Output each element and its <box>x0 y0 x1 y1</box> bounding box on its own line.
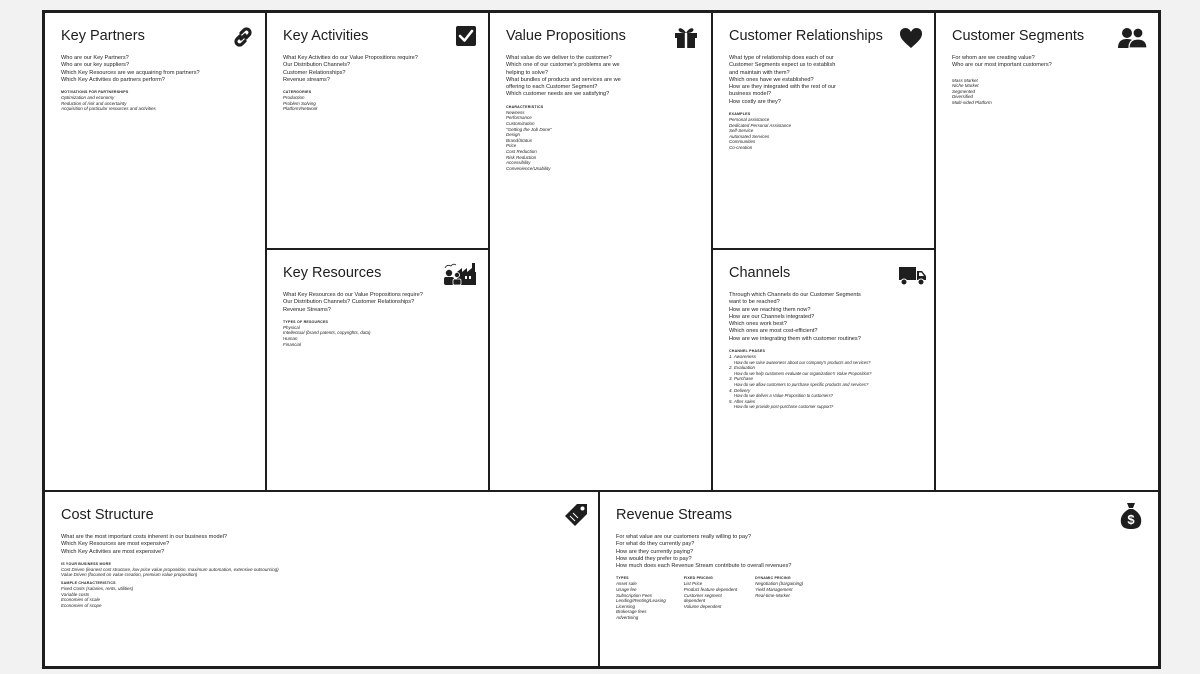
question: For what do they currently pay? <box>616 541 695 548</box>
question-list <box>506 55 711 99</box>
list-item: Diversified <box>952 94 974 100</box>
question: offering to each Customer Segment? <box>506 84 598 91</box>
list-item: Reduction of risk and uncertainty <box>61 100 127 106</box>
question: What type of relationship does each of our <box>729 55 834 61</box>
question: What Key Resources do our Value Propositions require? <box>283 292 423 298</box>
list-item: Physical <box>283 324 300 330</box>
list-item: Economies of scale <box>61 597 101 603</box>
item-list <box>755 581 803 598</box>
list-item: Convenience/Usability <box>506 165 551 171</box>
question-list <box>61 55 265 84</box>
section-label: CATERGORIES <box>283 90 312 95</box>
people-icon <box>1118 27 1148 49</box>
section-label: CHANNEL PHASES <box>729 349 766 354</box>
question: For what value are our customers really willing to pay? <box>616 534 751 540</box>
question: How are they currently paying? <box>616 548 694 555</box>
question: How costly are they? <box>729 98 781 105</box>
phase-name: 2. Evaluation <box>729 365 756 371</box>
question: Which Key Resources are most expensive? <box>61 541 170 548</box>
block-title: Key Partners <box>61 28 145 44</box>
question-list <box>616 534 1158 570</box>
block-title: Cost Structure <box>61 507 154 523</box>
question: What Key Activities do our Value Propositions require? <box>283 55 418 61</box>
list-item: "Getting the Job Done" <box>506 126 552 132</box>
list-item: Accessibility <box>506 160 531 166</box>
question: What bundles of products and services are we <box>506 76 621 83</box>
question: Our Distribution Channels? <box>283 62 351 69</box>
question: Which Key Resources are we acquairing from partners? <box>61 69 200 76</box>
list-item: Brand/Status <box>506 137 533 143</box>
cost-structure-block <box>45 492 598 666</box>
item-list <box>61 586 598 608</box>
section-label: FIXED PRICING <box>683 576 713 581</box>
list-item: List Price <box>683 581 703 587</box>
question: Customer Segments expect us to establish <box>729 62 836 69</box>
item-list <box>729 117 934 151</box>
gift-icon <box>674 25 698 49</box>
question-list <box>283 55 488 84</box>
question: Who are our most important customers? <box>952 62 1052 69</box>
question: How are we integrating them with customer routines? <box>729 335 861 342</box>
block-title: Customer Relationships <box>729 28 883 44</box>
list-item: Lending/Renting/Leasing <box>616 598 666 604</box>
question: What value do we deliver to the customer? <box>506 55 612 61</box>
svg-text:$: $ <box>1127 512 1135 527</box>
heart-icon <box>899 27 923 49</box>
checkbox-icon <box>455 25 477 47</box>
list-item: Optimization and economy <box>61 95 115 101</box>
question: Who are our key suppliers? <box>61 62 130 69</box>
list-item: Real-time-Market <box>755 592 790 598</box>
list-item: Self-Service <box>729 128 754 134</box>
list-item: Yield Management <box>755 587 793 593</box>
section-label: DYNAMIC PRICING <box>755 576 791 581</box>
list-item: Financial <box>283 341 302 347</box>
question-list <box>61 534 598 556</box>
customer-relationships-block <box>713 13 934 248</box>
list-item: Brokerage fees <box>616 609 647 615</box>
block-title: Revenue Streams <box>616 507 733 523</box>
list-item: Segmented <box>952 88 976 94</box>
list-item: Personal assistance <box>729 117 770 123</box>
revenue-column-types <box>616 576 666 620</box>
list-item: Problem Solving <box>283 100 316 106</box>
phase-question: How do we allow customers to purchase specific products and services? <box>734 382 869 388</box>
question: Which ones are most cost-efficient? <box>729 328 818 335</box>
list-item: Niche Market <box>952 83 979 89</box>
question: Which Key Activities do partners perform? <box>61 76 165 83</box>
section-label: EXAMPLES <box>729 112 751 117</box>
item-list <box>283 325 488 347</box>
section-label: SAMPLE CHARACTERISTICS <box>61 581 116 586</box>
list-item: Intellectual (brand patents, copyrights, data) <box>283 330 371 336</box>
list-item: Design <box>506 132 521 138</box>
item-list <box>506 110 711 172</box>
phase-list <box>729 354 934 410</box>
question: What are the most important costs inherent in our business model? <box>61 534 228 540</box>
question: want to be reached? <box>729 299 780 306</box>
list-item: Production <box>283 95 305 101</box>
item-list <box>684 581 737 609</box>
question: Which one of our customer's problems are we <box>506 62 620 69</box>
list-item: Cost Reduction <box>506 148 537 154</box>
question: Which ones have we established? <box>729 76 814 83</box>
item-list <box>616 581 666 620</box>
block-title: Key Resources <box>283 265 382 281</box>
revenue-column-dynamic-pricing <box>755 576 803 620</box>
question: helping to solve? <box>506 69 548 76</box>
block-title: Key Activities <box>283 28 369 44</box>
item-list <box>283 95 488 112</box>
question-list <box>283 292 488 314</box>
section-label: IS YOUR BUSINESS MORE <box>61 561 112 566</box>
list-item: Economies of scope <box>61 602 102 608</box>
list-item: Licensing <box>616 603 636 609</box>
list-item: Negotiation (bargaining) <box>755 581 804 587</box>
question: Who are our Key Partners? <box>61 55 129 61</box>
block-title: Customer Segments <box>952 28 1085 44</box>
phase-question: How do we provide post-purchase customer support? <box>734 404 834 410</box>
question: Our Distribution Channels? Customer Relationships? <box>283 299 415 306</box>
factory-icon <box>443 262 477 286</box>
money-bag-icon <box>1120 502 1142 530</box>
section-label: MOTIVATIONS FOR PARTNERSHIPS <box>61 90 129 95</box>
block-title: Value Propositions <box>506 28 626 44</box>
list-item: Customer segment <box>683 592 722 598</box>
price-tag-icon <box>563 502 589 528</box>
list-item: Multi-sided Platform <box>952 99 992 105</box>
list-item: Performance <box>506 115 532 121</box>
phase-name: 3. Purchase <box>729 376 754 382</box>
question-list <box>952 55 1158 70</box>
phase-question: How do we deliver a Value Proposition to customers? <box>734 393 833 399</box>
link-icon <box>231 25 255 49</box>
list-item: dependent <box>683 598 706 604</box>
question-list <box>729 55 934 106</box>
list-item: Product feature dependent <box>683 587 738 593</box>
list-item: Communities <box>729 139 756 145</box>
question: How are they integrated with the rest of our <box>729 84 836 91</box>
list-item: Value Driven (focused on value creation, premium value proposition) <box>61 572 198 578</box>
item-list <box>61 95 265 112</box>
item-list <box>952 78 1158 106</box>
question: Which customer needs are we satisfying? <box>506 91 610 98</box>
question: How much does each Revenue Stream contribute to overall revenues? <box>616 563 792 570</box>
list-item: Advertising <box>616 615 639 621</box>
phase-name: 4. Delivery <box>729 387 751 393</box>
key-activities-block <box>267 13 488 248</box>
question: Revenue streams? <box>283 76 330 83</box>
list-item: Co-creation <box>729 145 753 151</box>
item-list <box>61 567 598 578</box>
question: For whom are we creating value? <box>952 55 1035 61</box>
list-item: Newness <box>506 109 525 115</box>
list-item: Automated Services <box>729 133 770 139</box>
customer-segments-block <box>936 13 1158 490</box>
question: Customer Relationships? <box>283 69 346 76</box>
list-item: Volume dependent <box>683 603 722 609</box>
list-item: Mass Market <box>952 77 978 83</box>
list-item: Risk Reduction <box>506 154 537 160</box>
question: How are our Channels integrated? <box>729 313 815 320</box>
list-item: Subscription Fees <box>616 592 653 598</box>
question: How are we reaching them now? <box>729 306 811 313</box>
revenue-columns <box>616 576 1158 620</box>
question: and maintain with them? <box>729 69 790 76</box>
revenue-streams-block <box>600 492 1158 666</box>
list-item: Dedicated Personal Assistance <box>729 122 792 128</box>
question: Revenue Streams? <box>283 306 331 313</box>
question: Which Key Activities are most expensive? <box>61 548 165 555</box>
list-item: Human <box>283 336 298 342</box>
question: business model? <box>729 91 771 98</box>
phase-name: 1. Awareness <box>729 354 757 360</box>
revenue-column-fixed-pricing <box>684 576 737 620</box>
list-item: Price <box>506 143 517 149</box>
section-label: TYPES OF RESOURCES <box>283 319 329 324</box>
question: How would they prefer to pay? <box>616 555 692 562</box>
question-list <box>729 292 934 343</box>
phase-question: How do we raise awareness about our company's products and services? <box>734 359 871 365</box>
block-title: Channels <box>729 265 791 281</box>
key-partners-block <box>45 13 265 490</box>
section-label: CHARACTERISTICS <box>506 104 544 109</box>
list-item: Asset sale <box>616 581 637 587</box>
list-item: Platform/Network <box>283 106 318 112</box>
section-label: TYPES <box>616 576 629 581</box>
business-model-canvas <box>42 10 1161 669</box>
list-item: Usage fee <box>616 587 637 593</box>
list-item: Customization <box>506 120 535 126</box>
truck-icon <box>899 266 927 286</box>
question: Through which Channels do our Customer Segments <box>729 292 861 298</box>
value-propositions-block <box>490 13 711 490</box>
list-item: Fixed Costs (salaries, rents, utilities) <box>61 586 134 592</box>
phase-name: 5. After sales <box>729 398 756 404</box>
channels-block <box>713 250 934 490</box>
list-item: Cost Driven (leanest cost structure, low price value proposition, maximum automation, extensive outsourcing) <box>61 566 279 572</box>
list-item: Acquisition of particular resources and activities <box>61 106 156 112</box>
question: Which ones work best? <box>729 321 787 328</box>
list-item: Variable costs <box>61 591 90 597</box>
key-resources-block <box>267 250 488 490</box>
phase-question: How do we help customers evaluate our organization's Value Proposition? <box>734 370 872 376</box>
